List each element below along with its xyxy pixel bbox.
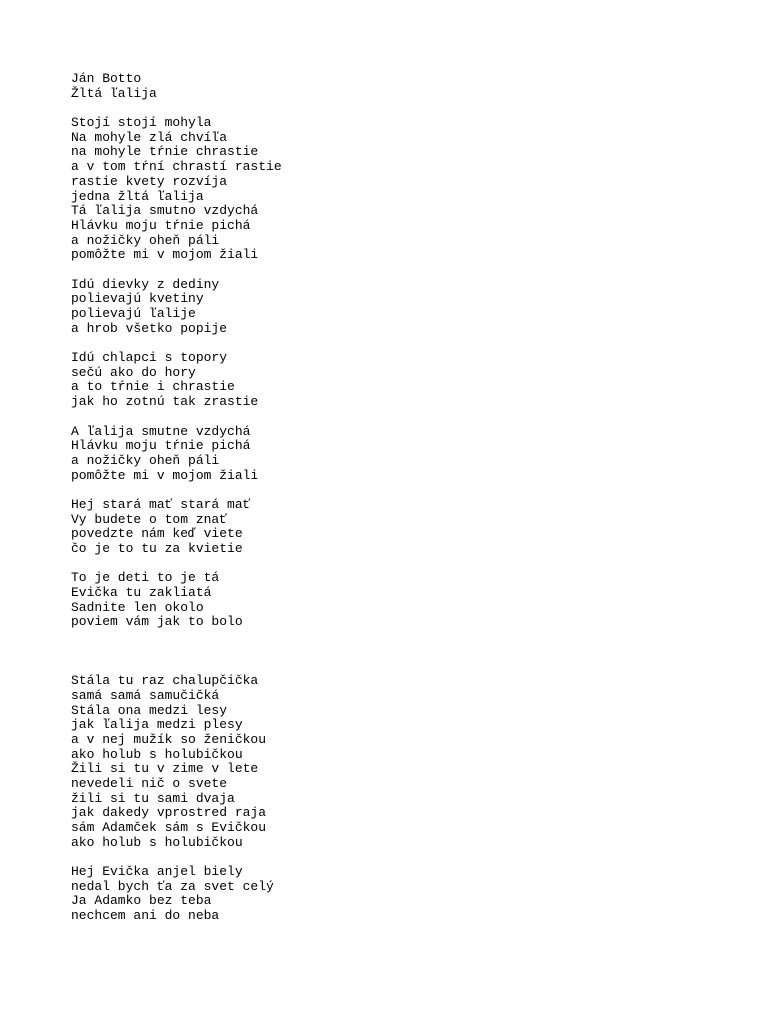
poem-line: samá samá samučičká: [71, 687, 220, 703]
poem-header: [71, 72, 751, 101]
poem-line: polievajú ľalije: [71, 306, 196, 321]
poem-body: [71, 116, 751, 924]
poem-line: poviem vám jak to bolo: [71, 614, 243, 630]
poem-line: a v tom tŕní chrastí rastie: [71, 159, 282, 175]
poem-line: A ľalija smutne vzdychá: [71, 423, 251, 439]
stanza: [71, 116, 751, 263]
poem-line: Hej Evička anjel biely: [71, 864, 243, 880]
poem-line: jedna žltá ľalija: [71, 188, 204, 204]
poem-line: žili si tu sami dvaja: [71, 790, 235, 806]
poem-line: To je deti to je tá: [71, 570, 220, 586]
poem-line: čo je to tu za kvietie: [71, 541, 243, 556]
poem-line: ako holub s holubičkou: [71, 746, 243, 762]
poem-line: a hrob všetko popije: [71, 320, 228, 336]
poem-line: pomôžte mi v mojom žiali: [71, 467, 259, 483]
poem-line: nechcem ani do neba: [71, 908, 220, 924]
poem-line: polievajú kvetiny: [71, 291, 204, 307]
poem-line: Idú dievky z dediny: [71, 276, 220, 292]
author-name: Ján Botto: [71, 71, 142, 86]
poem-line: Na mohyle zlá chvíľa: [71, 129, 228, 145]
poem-line: jak ho zotnú tak zrastie: [71, 394, 259, 410]
poem-line: na mohyle tŕnie chrastie: [71, 144, 259, 160]
poem-line: Hej stará mať stará mať: [71, 496, 251, 512]
poem-line: sám Adamček sám s Evičkou: [71, 820, 267, 835]
poem-document: [71, 72, 751, 939]
poem-line: nevedeli nič o svete: [71, 775, 228, 791]
poem-line: rastie kvety rozvíja: [71, 173, 228, 189]
stanza: [71, 425, 751, 484]
poem-line: a nožičky oheň páli: [71, 232, 220, 248]
stanza: [71, 498, 751, 557]
poem-line: Tá ľalija smutno vzdychá: [71, 203, 259, 219]
poem-line: Ja Adamko bez teba: [71, 893, 212, 909]
poem-line: a v nej mužík so ženičkou: [71, 731, 267, 747]
poem-line: Stála tu raz chalupčička: [71, 673, 259, 689]
poem-line: a nožičky oheň páli: [71, 452, 220, 468]
stanza: [71, 571, 751, 630]
poem-line: Sadnite len okolo: [71, 599, 204, 615]
poem-line: jak ľalija medzi plesy: [71, 717, 243, 733]
poem-line: Hlávku moju tŕnie pichá: [71, 217, 251, 233]
stanza: [71, 674, 751, 850]
poem-line: Hlávku moju tŕnie pichá: [71, 438, 251, 454]
poem-line: sečú ako do hory: [71, 364, 196, 380]
poem-line: Idú chlapci s topory: [71, 350, 228, 366]
poem-line: povedzte nám keď viete: [71, 526, 243, 542]
poem-line: Evička tu zakliatá: [71, 585, 212, 601]
poem-line: jak dakedy vprostred raja: [71, 805, 267, 821]
poem-line: a to tŕnie i chrastie: [71, 379, 235, 395]
poem-line: Stojí stojí mohyla: [71, 115, 212, 131]
poem-line: Žili si tu v zime v lete: [71, 761, 259, 777]
stanza: [71, 865, 751, 924]
poem-line: ako holub s holubičkou: [71, 834, 243, 850]
poem-title: Žltá ľalija: [71, 85, 157, 101]
poem-line: Vy budete o tom znať: [71, 511, 228, 527]
poem-line: Stála ona medzi lesy: [71, 702, 228, 718]
stanza: [71, 278, 751, 337]
poem-line: pomôžte mi v mojom žiali: [71, 247, 259, 263]
stanza: [71, 351, 751, 410]
poem-line: nedal bych ťa za svet celý: [71, 878, 274, 894]
